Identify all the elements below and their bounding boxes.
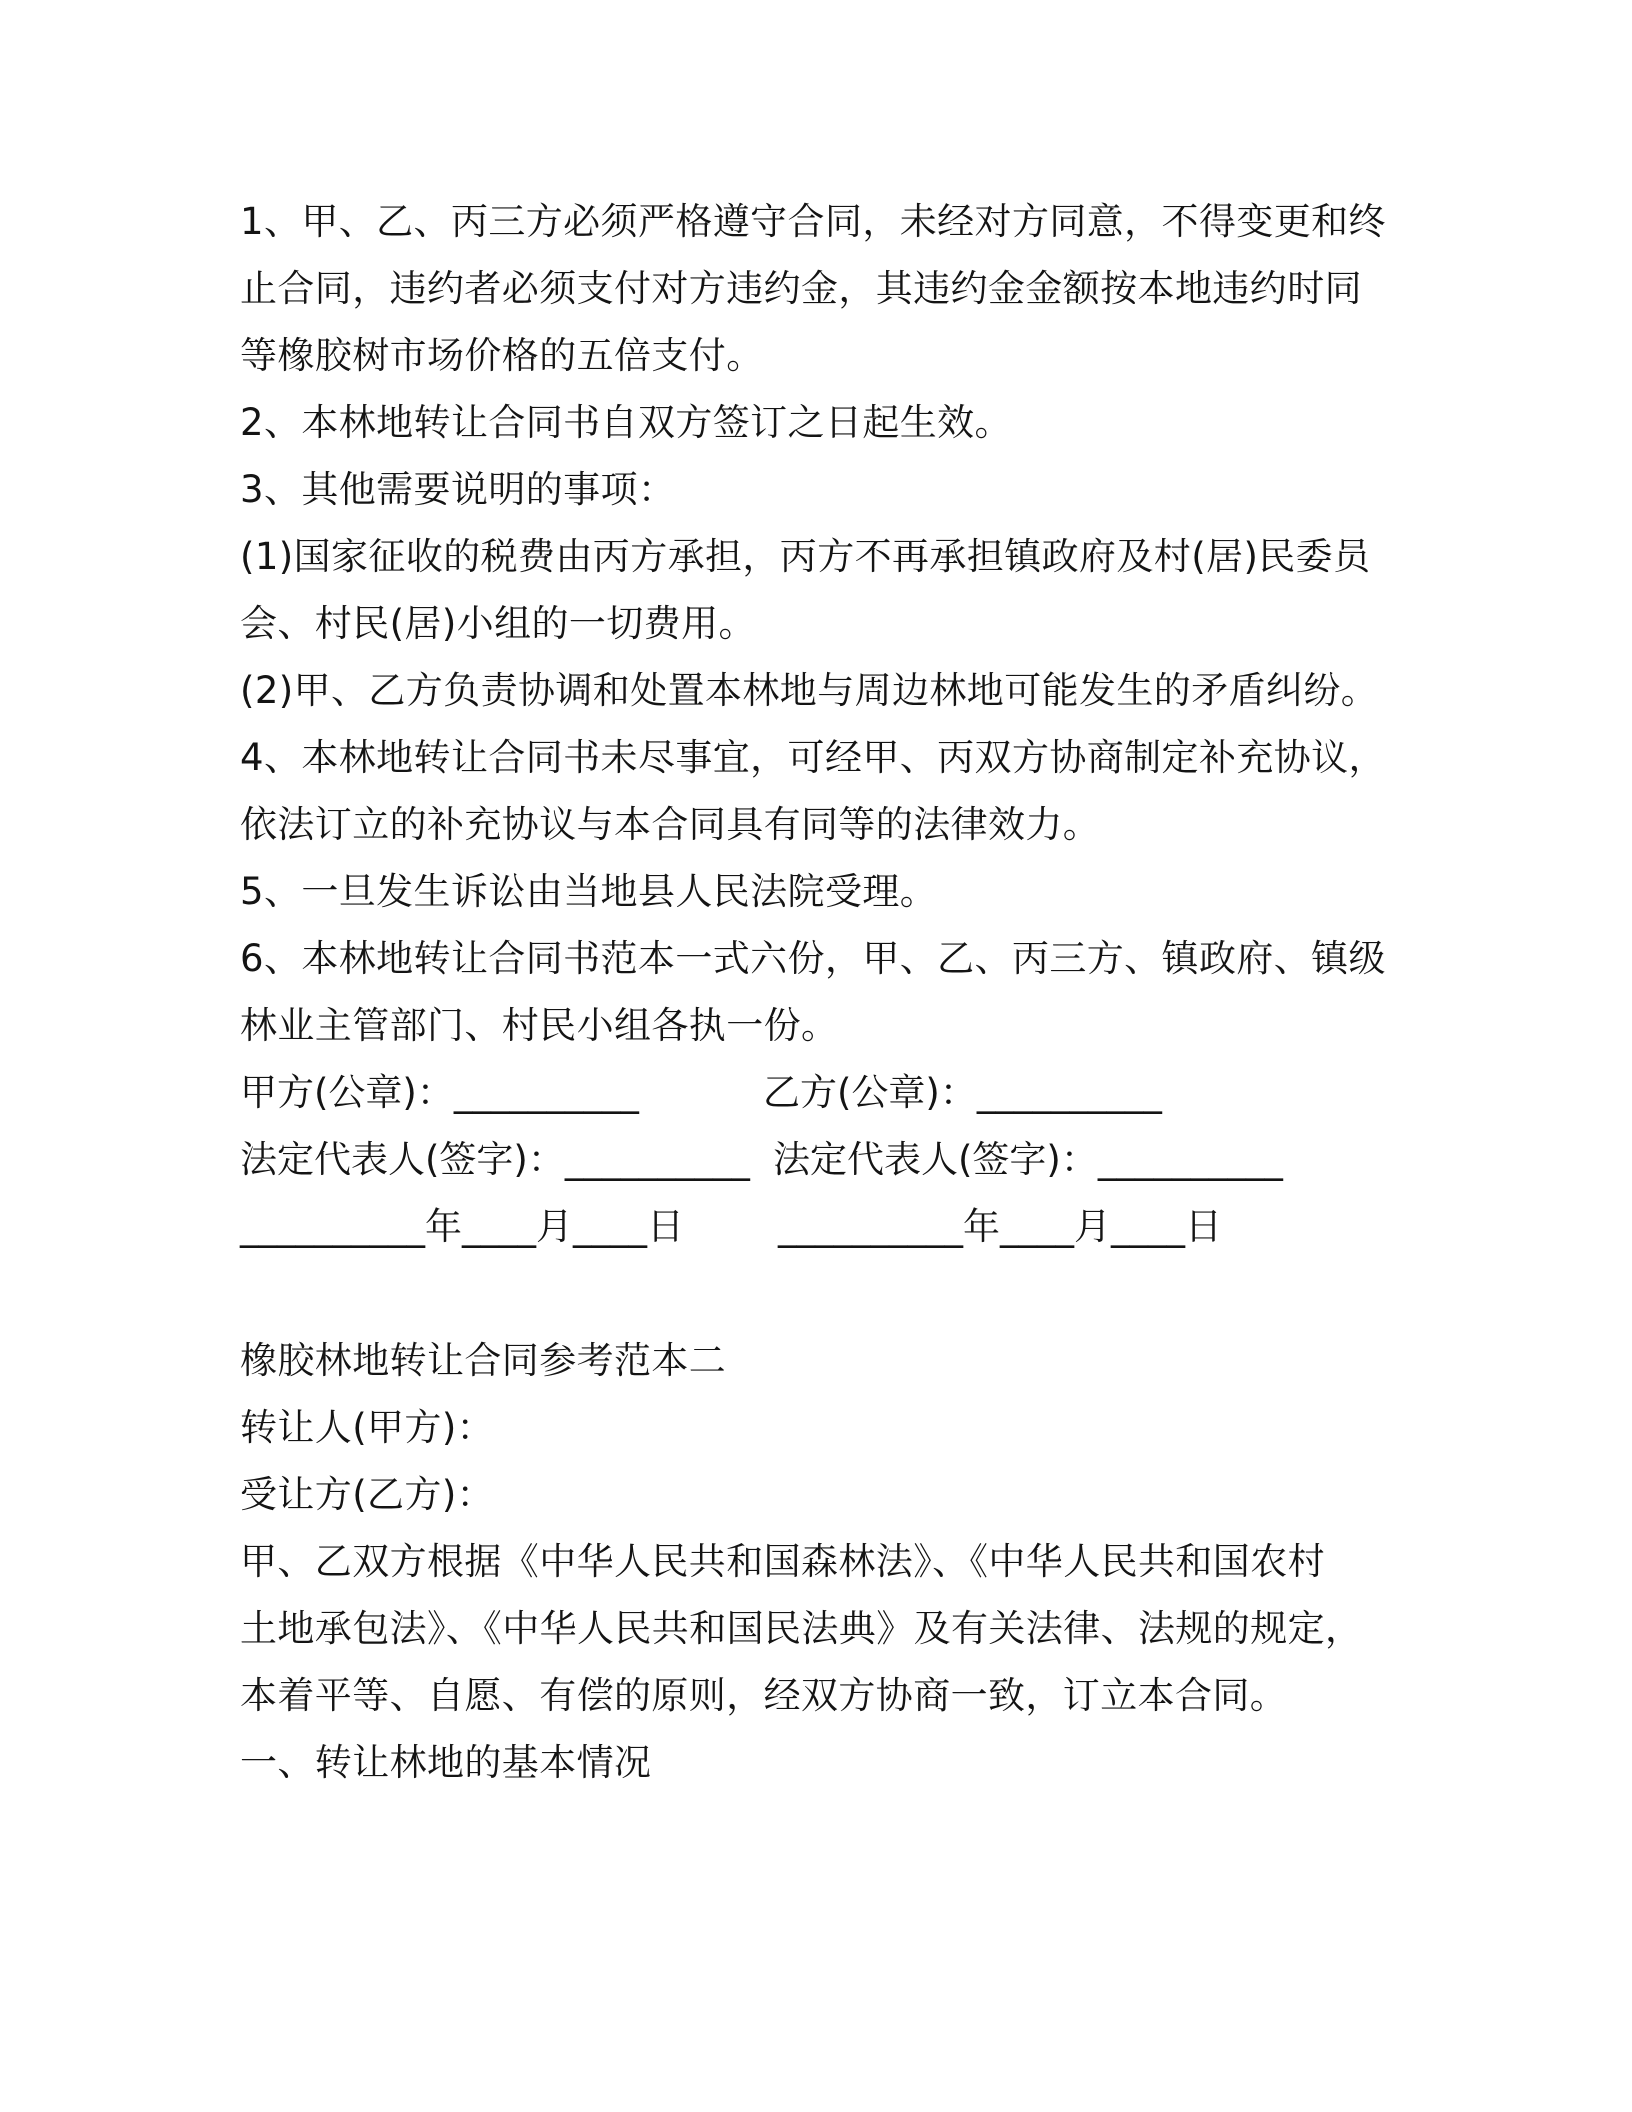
- section-spacer: [240, 1260, 1400, 1327]
- clause-line: 会、村民(居)小组的一切费用。: [240, 602, 756, 645]
- party-a-seal-field: 甲方(公章)：__________: [240, 1071, 639, 1114]
- section-title: 橡胶林地转让合同参考范本二: [240, 1339, 727, 1382]
- clause-line: 6、本林地转让合同书范本一式六份，甲、乙、丙三方、镇政府、镇级: [240, 937, 1386, 980]
- document-page: [240, 188, 1400, 1796]
- signature-row-date: [240, 1193, 1400, 1260]
- party-b-date-field: __________年____月____日: [778, 1205, 1222, 1248]
- clause-line: (1)国家征收的税费由丙方承担，丙方不再承担镇政府及村(居)民委员: [240, 535, 1371, 578]
- signature-row-representative: [240, 1126, 1400, 1193]
- clause-line: 2、本林地转让合同书自双方签订之日起生效。: [240, 401, 1012, 444]
- contract-part-one: [240, 188, 1400, 1059]
- clause-line: 依法订立的补充协议与本合同具有同等的法律效力。: [240, 803, 1101, 846]
- clause-line: 1、甲、乙、丙三方必须严格遵守合同，未经对方同意，不得变更和终: [240, 200, 1386, 243]
- signature-block: [240, 1059, 1400, 1260]
- party-b-seal-field: 乙方(公章)：__________: [763, 1071, 1162, 1114]
- clause-line: 转让人(甲方)：: [240, 1406, 495, 1449]
- clause-line: 土地承包法》、《中华人民共和国民法典》及有关法律、法规的规定，: [240, 1607, 1363, 1650]
- clause-line: 本着平等、自愿、有偿的原则，经双方协商一致，订立本合同。: [240, 1674, 1288, 1717]
- clause-line: 止合同，违约者必须支付对方违约金，其违约金金额按本地违约时同: [240, 267, 1362, 310]
- signature-row-seal: [240, 1059, 1400, 1126]
- clause-line: (2)甲、乙方负责协调和处置本林地与周边林地可能发生的矛盾纠纷。: [240, 669, 1379, 712]
- clause-line: 甲、乙双方根据《中华人民共和国森林法》、《中华人民共和国农村: [240, 1540, 1325, 1583]
- party-a-representative-field: 法定代表人(签字)：__________: [240, 1138, 750, 1181]
- party-a-date-field: __________年____月____日: [240, 1205, 684, 1248]
- clause-line: 5、一旦发生诉讼由当地县人民法院受理。: [240, 870, 938, 913]
- clause-line: 林业主管部门、村民小组各执一份。: [240, 1004, 839, 1047]
- party-b-representative-field: 法定代表人(签字)：__________: [773, 1138, 1283, 1181]
- clause-line: 等橡胶树市场价格的五倍支付。: [240, 334, 764, 377]
- clause-line: 4、本林地转让合同书未尽事宜，可经甲、丙双方协商制定补充协议，: [240, 736, 1386, 779]
- clause-line: 受让方(乙方)：: [240, 1473, 495, 1516]
- section-heading: 一、转让林地的基本情况: [240, 1741, 652, 1784]
- contract-part-two: [240, 1327, 1400, 1796]
- clause-line: 3、其他需要说明的事项：: [240, 468, 676, 511]
